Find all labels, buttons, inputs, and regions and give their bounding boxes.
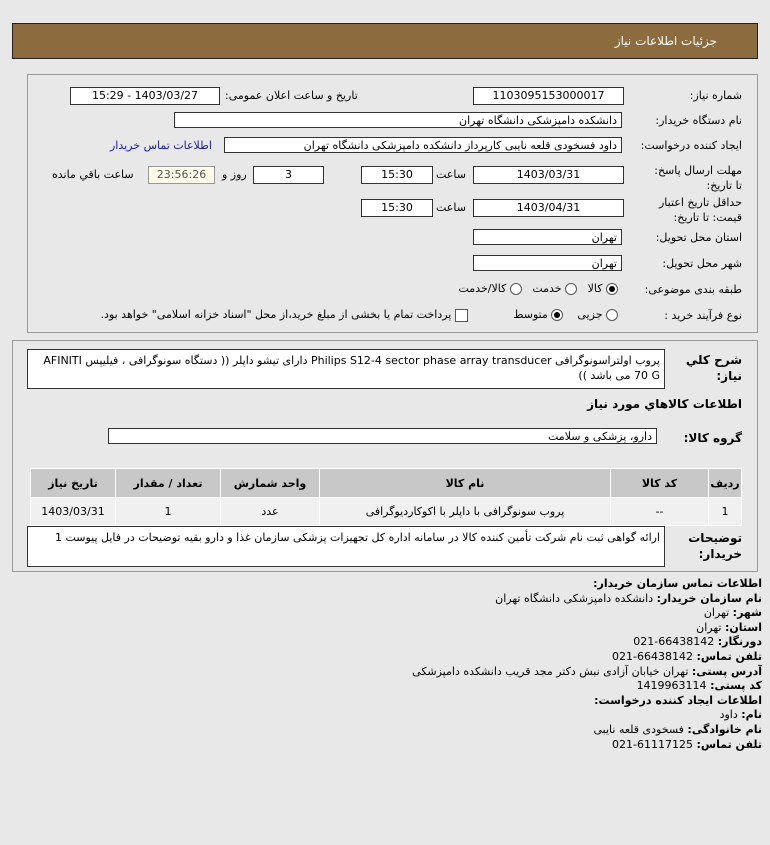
cell-name: پروب سونوگرافی با داپلر با اکوکاردیوگرافی	[320, 498, 611, 526]
description-label: شرح کلي نیاز:	[685, 353, 742, 383]
creator-phone-label: تلفن تماس:	[696, 737, 762, 751]
radio-minor[interactable]	[606, 309, 618, 321]
radio-service[interactable]	[565, 283, 577, 295]
address-value: تهران خیابان آزادی نبش دکتر مجد قریب دانشکده دامپزشکی	[412, 664, 689, 678]
days-label: روز و	[222, 168, 247, 181]
name-value: داود	[719, 708, 738, 722]
validity-time-label: ساعت	[436, 201, 466, 214]
remaining-time-field: 23:56:26	[148, 166, 215, 184]
cell-code: --	[611, 498, 709, 526]
announce-label: تاریخ و ساعت اعلان عمومی:	[225, 89, 358, 102]
buyer-contact-link[interactable]: اطلاعات تماس خریدار	[110, 139, 212, 152]
category-label: طبقه بندی موضوعی:	[644, 283, 742, 296]
city-label: شهر:	[732, 606, 762, 620]
city-label: شهر محل تحویل:	[662, 257, 742, 270]
col-qty: تعداد / مقدار	[116, 469, 221, 498]
contact-title: اطلاعات تماس سازمان خریدار:	[593, 577, 762, 590]
validity-date-field[interactable]: 1403/04/31	[473, 199, 624, 217]
validity-time-field[interactable]: 15:30	[361, 199, 433, 217]
province-value: تهران	[696, 620, 722, 634]
radio-service-label: خدمت	[532, 282, 562, 295]
validity-label: حداقل تاریخ اعتبار قیمت: تا تاریخ:	[658, 196, 742, 224]
category-radio-group	[459, 282, 619, 295]
city-field[interactable]: تهران	[473, 255, 622, 271]
fax-label: دورنگار:	[717, 635, 762, 649]
col-row: ردیف	[709, 469, 742, 498]
deadline-date-field[interactable]: 1403/03/31	[473, 166, 624, 184]
org-label: نام سازمان خریدار:	[656, 591, 762, 605]
province-field[interactable]: تهران	[473, 229, 622, 245]
col-date: تاریخ نیاز	[31, 469, 116, 498]
notes-label: توضیحات خریدار:	[688, 531, 742, 561]
page-header	[12, 23, 758, 59]
province-label: استان:	[725, 620, 762, 634]
goods-table	[30, 468, 742, 526]
process-radio-group	[101, 308, 618, 322]
fax-value: 66438142-021	[633, 635, 715, 649]
announce-field[interactable]: 1403/03/27 - 15:29	[70, 87, 220, 105]
days-field[interactable]: 3	[253, 166, 324, 184]
radio-goods-service-label: کالا/خدمت	[458, 282, 507, 295]
province-label: استان محل تحویل:	[655, 231, 742, 244]
contact-info	[412, 577, 762, 752]
cell-qty: 1	[116, 498, 221, 526]
need-number-field[interactable]: 1103095153000017	[473, 87, 624, 105]
radio-goods-label: کالا	[587, 282, 603, 295]
deadline-time-label: ساعت	[436, 168, 466, 181]
remaining-label: ساعت باقي مانده	[52, 168, 134, 181]
phone-label: تلفن تماس:	[696, 649, 762, 663]
goods-group-label: گروه کالا:	[683, 431, 742, 445]
cell-row: 1	[709, 498, 742, 526]
deadline-label: مهلت ارسال پاسخ: تا تاریخ:	[654, 164, 742, 192]
city-value: تهران	[703, 606, 730, 620]
buyer-label: نام دستگاه خریدار:	[655, 114, 742, 127]
treasury-checkbox[interactable]	[455, 309, 468, 322]
description-box: پروب اولتراسونوگرافی Philips S12-4 sector phase array transducer دارای تیشو داپلر (( دستگاه سونوگرافی ، فیلیپس AFINITI 70 G می باشد ))	[27, 349, 665, 389]
goods-section-title: اطلاعات کالاهاي مورد نیاز	[587, 397, 742, 411]
family-label: نام خانوادگی:	[687, 722, 762, 736]
col-code: کد کالا	[611, 469, 709, 498]
page-title: جزئیات اطلاعات نیاز	[614, 34, 717, 48]
deadline-time-field[interactable]: 15:30	[361, 166, 433, 184]
org-value: دانشکده دامپزشکی دانشگاه تهران	[495, 591, 654, 605]
treasury-note: پرداخت تمام یا بخشی از مبلغ خرید،از محل "اسناد خزانه اسلامی" خواهد بود.	[100, 308, 452, 321]
radio-goods[interactable]	[606, 283, 618, 295]
name-label: نام:	[741, 708, 762, 722]
phone-value: 66438142-021	[612, 649, 694, 663]
creator-phone-value: 61117125-021	[612, 737, 694, 751]
table-header-row	[31, 469, 742, 498]
family-value: فسخودی قلعه نایبی	[593, 722, 684, 736]
radio-minor-label: جزیی	[577, 308, 603, 321]
postal-value: 1419963114	[636, 679, 707, 693]
creator-field[interactable]: داود فسخودی قلعه نایبی کارپرداز دانشکده دامپزشکی دانشگاه تهران	[224, 137, 622, 153]
radio-medium-label: متوسط	[513, 308, 548, 321]
cell-date: 1403/03/31	[31, 498, 116, 526]
goods-group-field[interactable]: دارو، پزشکی و سلامت	[108, 428, 657, 444]
table-row[interactable]	[31, 498, 742, 526]
address-label: آدرس پستی:	[691, 664, 762, 678]
need-number-label: شماره نیاز:	[689, 89, 742, 102]
postal-label: کد پستی:	[710, 679, 762, 693]
col-name: نام کالا	[320, 469, 611, 498]
notes-box: ارائه گواهی ثبت نام شرکت تأمین کننده کالا در سامانه اداره کل تجهیزات پزشکی سازمان غذا و دارو بقیه توضیحات در فایل پیوست 1	[27, 526, 665, 567]
process-label: نوع فرآیند خرید :	[664, 309, 742, 322]
cell-unit: عدد	[221, 498, 320, 526]
col-unit: واحد شمارش	[221, 469, 320, 498]
radio-medium[interactable]	[551, 309, 563, 321]
radio-goods-service[interactable]	[510, 283, 522, 295]
creator-title: اطلاعات ایجاد کننده درخواست:	[594, 693, 762, 707]
creator-label: ایجاد کننده درخواست:	[640, 139, 742, 152]
buyer-field[interactable]: دانشکده دامپزشکی دانشگاه تهران	[174, 112, 622, 128]
